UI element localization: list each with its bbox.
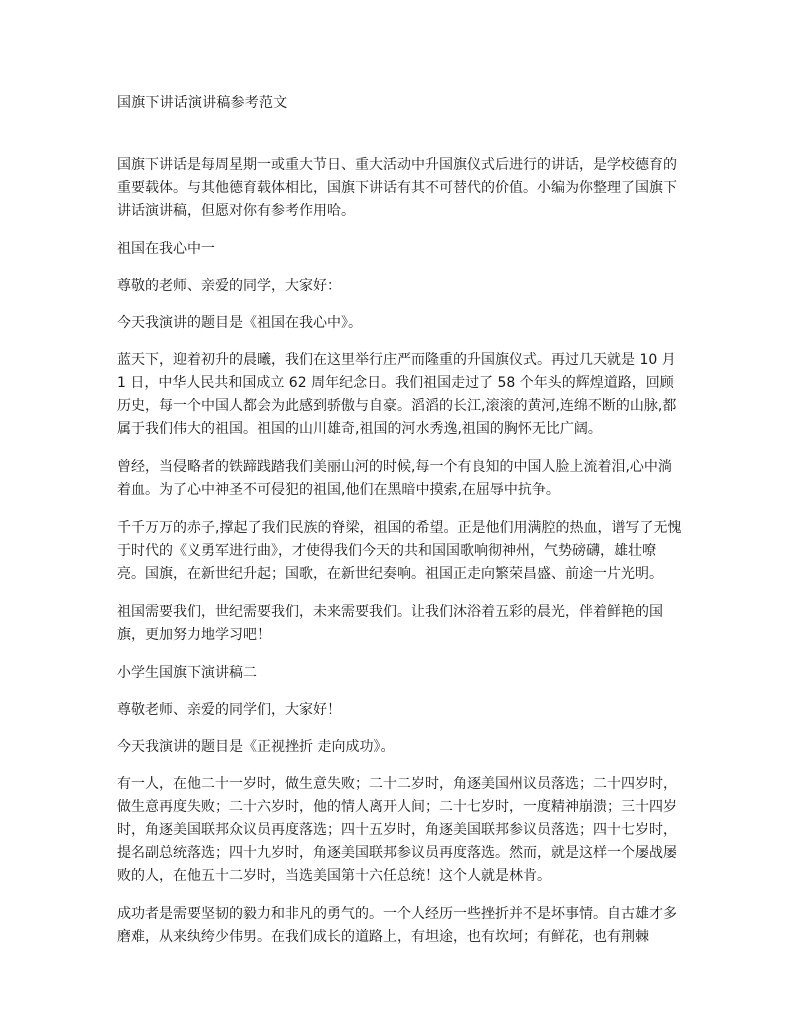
salutation-1: 尊敬的老师、亲爱的同学，大家好：	[117, 278, 341, 294]
paragraph-body: 祖国需要我们，世纪需要我们，未来需要我们。让我们沐浴着五彩的晨光，伴着鲜艳的国旗，更加努力地学习吧！	[117, 604, 663, 643]
section-heading-1: 祖国在我心中一	[117, 241, 215, 257]
paragraph-body: 曾经，当侵略者的铁蹄践踏我们美丽山河的时候,每一个有良知的中国人脸上流着泪,心中淌着血。为了心中神圣不可侵犯的祖国,他们在黑暗中摸索,在屈辱中抗争。	[117, 459, 672, 498]
paragraph-body: 千千万万的赤子,撑起了我们民族的脊梁，祖国的希望。正是他们用满腔的热血，谱写了无愧于时代的《义勇军进行曲》，才使得我们今天的共和国国歌响彻神州，气势磅礴，雄壮嘹亮。国旗，在新世纪升起；国歌，在新世纪奏响。祖国正走向繁荣昌盛、前途一片光明。	[117, 520, 682, 582]
paragraph-body: 蓝天下，迎着初升的晨曦，我们在这里举行庄严而隆重的升国旗仪式。再过几天就是 10 月 1 日，中华人民共和国成立 62 周年纪念日。我们祖国走过了 58 个年头的辉煌道路，回顾历史，每一个中国人都会为此感到骄傲与自豪。滔滔的长江,滚滚的黄河,连绵不断的山脉,都属于我们伟大的祖国。祖国的山川雄奇,祖国的河水秀逸,祖国的胸怀无比广阔。	[117, 352, 677, 437]
document-body	[117, 154, 683, 964]
paragraph-body: 成功者是需要坚韧的毅力和非凡的勇气的。一个人经历一些挫折并不是坏事情。自古雄才多磨难，从来纨绔少伟男。在我们成长的道路上，有坦途，也有坎坷；有鲜花，也有荆棘	[117, 906, 677, 945]
section-heading-2: 小学生国旗下演讲稿二	[117, 665, 257, 681]
paragraph-body: 有一人，在他二十一岁时，做生意失败；二十二岁时，角逐美国州议员落选；二十四岁时，做生意再度失败；二十六岁时，他的情人离开人间；二十七岁时，一度精神崩溃；三十四岁时，角逐美国联邦众议员再度落选；四十五岁时，角逐美国联邦参议员落选；四十七岁时，提名副总统落选；四十九岁时，角逐美国联邦参议员再度落选。然而，就是这样一个屡战屡败的人，在他五十二岁时，当选美国第十六任总统！这个人就是林肯。	[117, 776, 677, 884]
salutation-2: 尊敬老师、亲爱的同学们，大家好！	[117, 702, 341, 718]
document-title: 国旗下讲话演讲稿参考范文	[117, 95, 288, 111]
speech-topic-2: 今天我演讲的题目是《正视挫折 走向成功》。	[117, 739, 395, 755]
speech-topic-1: 今天我演讲的题目是《祖国在我心中》。	[117, 315, 362, 331]
paragraph-intro: 国旗下讲话是每周星期一或重大节日、重大活动中升国旗仪式后进行的讲话，是学校德育的重要载体。与其他德育载体相比，国旗下讲话有其不可替代的价值。小编为你整理了国旗下讲话演讲稿，但愿对你有参考作用哈。	[117, 157, 677, 219]
